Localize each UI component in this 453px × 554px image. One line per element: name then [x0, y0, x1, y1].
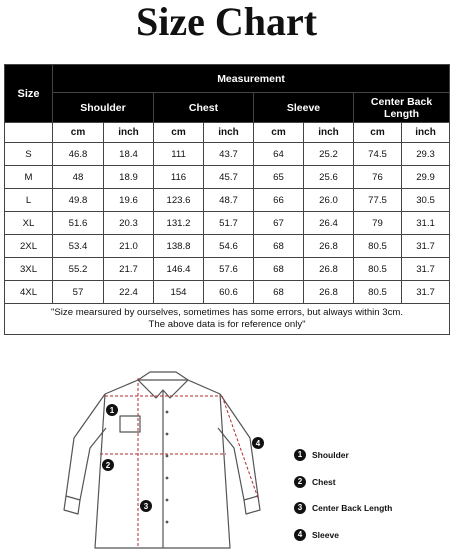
measurement-cell: 45.7 [204, 166, 254, 189]
page-title: Size Chart [135, 0, 318, 44]
legend-label: Chest [312, 476, 336, 487]
group-header-sleeve: Sleeve [254, 93, 354, 123]
legend-item [294, 501, 392, 515]
measurement-cell: 123.6 [154, 189, 204, 212]
size-label-cell: 4XL [5, 281, 53, 304]
measurement-cell: 68 [254, 258, 304, 281]
measurement-cell: 31.7 [402, 281, 450, 304]
measurement-legend [294, 448, 392, 554]
measurement-cell: 51.6 [53, 212, 104, 235]
legend-item [294, 448, 392, 462]
group-header-shoulder: Shoulder [53, 93, 154, 123]
marker-4-label: 4 [255, 439, 261, 448]
measurement-cell: 21.0 [104, 235, 154, 258]
measurement-cell: 146.4 [154, 258, 204, 281]
marker-1 [106, 404, 118, 416]
measurement-cell: 65 [254, 166, 304, 189]
measurement-cell: 77.5 [354, 189, 402, 212]
measurement-cell: 64 [254, 143, 304, 166]
note-line: The above data is for reference only" [148, 319, 306, 330]
measurement-cell: 60.6 [204, 281, 254, 304]
unit-cell: cm [354, 123, 402, 143]
measurement-cell: 111 [154, 143, 204, 166]
measurement-cell: 53.4 [53, 235, 104, 258]
table-row [5, 143, 450, 166]
measurement-cell: 80.5 [354, 281, 402, 304]
unit-cell: inch [104, 123, 154, 143]
table-row [5, 235, 450, 258]
shirt-measurement-diagram [60, 368, 290, 550]
table-row [5, 281, 450, 304]
shirt-left-sleeve-outline [66, 394, 106, 500]
size-label-cell: 2XL [5, 235, 53, 258]
measurement-cell: 29.9 [402, 166, 450, 189]
marker-1-label: 1 [109, 406, 115, 415]
measurement-cell: 25.2 [304, 143, 354, 166]
unit-cell: cm [53, 123, 104, 143]
legend-label: Sleeve [312, 529, 339, 540]
legend-item [294, 528, 392, 542]
measurement-cell: 79 [354, 212, 402, 235]
group-header-chest: Chest [154, 93, 254, 123]
measurement-cell: 154 [154, 281, 204, 304]
size-label-cell: M [5, 166, 53, 189]
measurement-cell: 80.5 [354, 235, 402, 258]
measurement-cell: 57 [53, 281, 104, 304]
table-row [5, 166, 450, 189]
table-row [5, 212, 450, 235]
measurement-cell: 51.7 [204, 212, 254, 235]
reference-note [5, 304, 450, 335]
measurement-cell: 29.3 [402, 143, 450, 166]
unit-cell: inch [204, 123, 254, 143]
size-label-cell: 3XL [5, 258, 53, 281]
measurement-cell: 26.8 [304, 258, 354, 281]
measurement-cell: 21.7 [104, 258, 154, 281]
measurement-cell: 48 [53, 166, 104, 189]
measurement-cell: 26.4 [304, 212, 354, 235]
measurement-cell: 20.3 [104, 212, 154, 235]
measurement-cell: 22.4 [104, 281, 154, 304]
table-row [5, 258, 450, 281]
measurement-cell: 67 [254, 212, 304, 235]
size-label-cell: L [5, 189, 53, 212]
measurement-cell: 138.8 [154, 235, 204, 258]
legend-number-icon: 2 [294, 476, 306, 488]
sleeve-measure-line [222, 396, 258, 498]
measurement-cell: 31.7 [402, 258, 450, 281]
measurement-cell: 116 [154, 166, 204, 189]
table-row [5, 189, 450, 212]
marker-3-label: 3 [143, 502, 149, 511]
measurement-cell: 74.5 [354, 143, 402, 166]
measurement-cell: 55.2 [53, 258, 104, 281]
unit-row [5, 123, 450, 143]
legend-label: Shoulder [312, 450, 349, 460]
measurement-cell: 19.6 [104, 189, 154, 212]
measurement-cell: 48.7 [204, 189, 254, 212]
measurement-cell: 46.8 [53, 143, 104, 166]
legend-number-icon: 3 [294, 502, 306, 514]
measurement-cell: 80.5 [354, 258, 402, 281]
measurement-cell: 68 [254, 235, 304, 258]
measurement-cell: 30.5 [402, 189, 450, 212]
unit-cell: inch [402, 123, 450, 143]
measurement-cell: 66 [254, 189, 304, 212]
measurement-cell: 25.6 [304, 166, 354, 189]
size-column-header: Size [5, 65, 53, 123]
marker-2 [102, 459, 114, 471]
unit-cell: cm [254, 123, 304, 143]
marker-3 [140, 500, 152, 512]
unit-cell: cm [154, 123, 204, 143]
measurement-cell: 26.0 [304, 189, 354, 212]
unit-cell: inch [304, 123, 354, 143]
measurement-cell: 43.7 [204, 143, 254, 166]
measurement-cell: 18.4 [104, 143, 154, 166]
size-chart-table [4, 64, 450, 335]
measurement-cell: 31.7 [402, 235, 450, 258]
measurement-cell: 131.2 [154, 212, 204, 235]
measurement-cell: 31.1 [402, 212, 450, 235]
unit-cell-blank [5, 123, 53, 143]
measurement-cell: 49.8 [53, 189, 104, 212]
legend-number-icon: 1 [294, 449, 306, 461]
size-label-cell: XL [5, 212, 53, 235]
measurement-header: Measurement [53, 65, 450, 93]
group-header-center-back-length: Center Back Length [354, 93, 450, 123]
marker-2-label: 2 [105, 461, 111, 470]
measurement-cell: 76 [354, 166, 402, 189]
measurement-cell: 26.8 [304, 281, 354, 304]
measurement-cell: 68 [254, 281, 304, 304]
measurement-cell: 57.6 [204, 258, 254, 281]
legend-label: Center Back Length [312, 503, 393, 513]
marker-4 [252, 437, 264, 449]
measurement-cell: 26.8 [304, 235, 354, 258]
legend-number-icon: 4 [294, 529, 306, 541]
note-line: "Size mearsured by ourselves, sometimes has some errors, but always within 3cm. [50, 307, 404, 318]
measurement-cell: 54.6 [204, 235, 254, 258]
size-label-cell: S [5, 143, 53, 166]
measurement-cell: 18.9 [104, 166, 154, 189]
shirt-buttons [166, 411, 169, 524]
legend-item [294, 475, 392, 489]
